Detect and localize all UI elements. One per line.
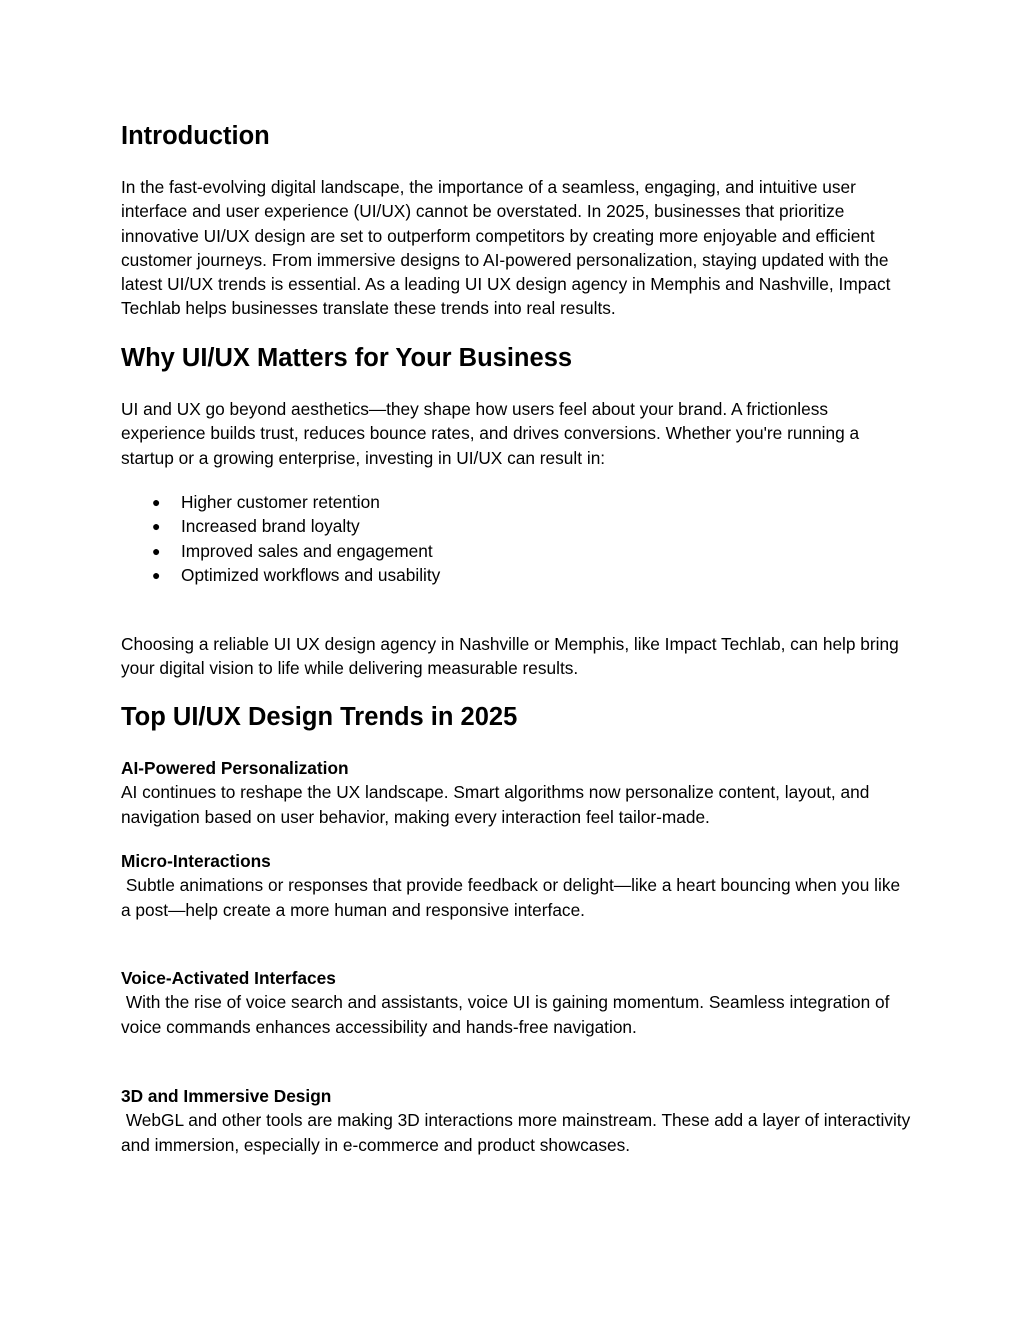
bullet-icon: ●: [152, 566, 161, 583]
why-heading: Why UI/UX Matters for Your Business: [121, 344, 573, 372]
trend-body: With the rise of voice search and assistants, voice UI is gaining momentum. Seamless integration of voice commands enhances accessibility and hands-free navigation.: [121, 992, 895, 1037]
list-item-text: Improved sales and engagement: [181, 540, 433, 561]
trend-item: [121, 966, 911, 1039]
trend-item: [121, 849, 911, 922]
list-item: [121, 514, 440, 538]
bullet-icon: ●: [152, 494, 161, 510]
intro-paragraph: In the fast-evolving digital landscape, the importance of a seamless, engaging, and intuitive user interface and user experience (UI/UX) cannot be overstated. In 2025, businesses that prioritize innovative UI/UX design are set to outperform competitors by creating more enjoyable and efficient customer journeys. From immersive designs to AI-powered personalization, staying updated with the latest UI/UX trends is essential. As a leading UI UX design agency in Memphis and Nashville, Impact Techlab helps businesses translate these trends into real results.: [121, 177, 891, 319]
trend-body: Subtle animations or responses that provide feedback or delight—like a heart bouncing when you like a post—help create a more human and responsive interface.: [121, 875, 905, 920]
trend-body: AI continues to reshape the UX landscape. Smart algorithms now personalize content, layout, and navigation based on user behavior, making every interaction feel tailor-made.: [121, 782, 870, 827]
why-paragraph: UI and UX go beyond aesthetics—they shape how users feel about your brand. A frictionless experience builds trust, reduces bounce rates, and drives conversions. Whether you're running a startup or a growing enterprise, investing in UI/UX can result in:: [121, 399, 860, 468]
trend-title: AI-Powered Personalization: [121, 758, 349, 778]
trends-heading: Top UI/UX Design Trends in 2025: [121, 703, 518, 731]
bullet-icon: ●: [152, 518, 161, 535]
trend-item: [121, 1084, 916, 1157]
list-item-text: Optimized workflows and usability: [181, 564, 441, 585]
benefits-list: [121, 490, 440, 587]
trend-title: Micro-Interactions: [121, 851, 271, 871]
list-item-text: Higher customer retention: [181, 492, 380, 512]
list-item-text: Increased brand loyalty: [181, 516, 360, 537]
trend-item: [121, 756, 911, 829]
bullet-icon: ●: [152, 542, 161, 559]
list-item: [121, 563, 440, 587]
list-item: [121, 539, 440, 563]
trend-title: 3D and Immersive Design: [121, 1086, 332, 1106]
list-item: [121, 490, 440, 514]
trend-title: Voice-Activated Interfaces: [121, 968, 336, 988]
intro-heading: Introduction: [121, 122, 270, 150]
trend-body: WebGL and other tools are making 3D interactions more mainstream. These add a layer of interactivity and immersion, especially in e-commerce and product showcases.: [121, 1110, 916, 1155]
why-closing-paragraph: Choosing a reliable UI UX design agency in Nashville or Memphis, like Impact Techlab, can help bring your digital vision to life while delivering measurable results.: [121, 634, 899, 679]
